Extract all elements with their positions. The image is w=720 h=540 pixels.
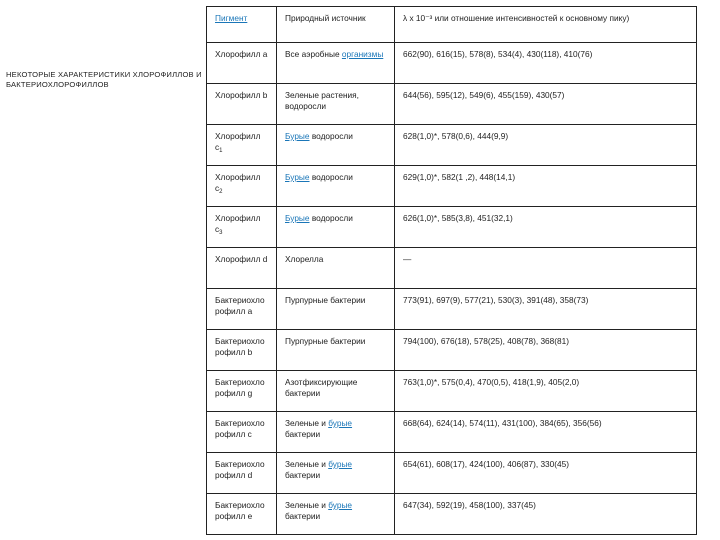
source-cell: Зеленые и бурые бактерии <box>277 412 395 453</box>
intensity-cell: 794(100), 676(18), 578(25), 408(78), 368(81) <box>395 330 697 371</box>
table-row <box>207 166 697 207</box>
pigment-subscript: 3 <box>219 229 223 236</box>
table-row <box>207 207 697 248</box>
source-link[interactable]: бурые <box>328 418 353 428</box>
intensity-cell: 629(1,0)*, 582(1 ,2), 448(14,1) <box>395 166 697 207</box>
source-link[interactable]: Бурые <box>285 213 310 223</box>
intensity-cell: 668(64), 624(14), 574(11), 431(100), 384(65), 356(56) <box>395 412 697 453</box>
pigment-link[interactable]: Пигмент <box>215 13 248 23</box>
pigment-subscript: 1 <box>219 147 223 154</box>
pigment-cell: Хлорофилл $c_3$ <box>207 207 277 248</box>
intensity-cell: 773(91), 697(9), 577(21), 530(3), 391(48), 358(73) <box>395 289 697 330</box>
table-row <box>207 43 697 84</box>
intensity-cell: 763(1,0)*, 575(0,4), 470(0,5), 418(1,9), 405(2,0) <box>395 371 697 412</box>
pigment-table <box>206 6 697 535</box>
pigment-cell: Бактериохло рофилл e <box>207 494 277 535</box>
source-cell: Бурые водоросли <box>277 207 395 248</box>
source-link[interactable]: организмы <box>341 49 384 59</box>
source-cell: Бурые водоросли <box>277 166 395 207</box>
header-source: Природный источник <box>277 7 395 43</box>
table-row <box>207 412 697 453</box>
source-cell: Все аэробные организмы <box>277 43 395 84</box>
intensity-cell: 626(1,0)*, 585(3,8), 451(32,1) <box>395 207 697 248</box>
source-cell: Зеленые и бурые бактерии <box>277 453 395 494</box>
intensity-cell: 654(61), 608(17), 424(100), 406(87), 330(45) <box>395 453 697 494</box>
pigment-cell: Хлорофилл $c_2$ <box>207 166 277 207</box>
pigment-cell: Бактериохло рофилл g <box>207 371 277 412</box>
table-row <box>207 125 697 166</box>
source-cell: Бурые водоросли <box>277 125 395 166</box>
pigment-subscript: 2 <box>219 188 223 195</box>
source-link[interactable]: Бурые <box>285 172 310 182</box>
pigment-cell: Бактериохло рофилл a <box>207 289 277 330</box>
pigment-cell: Бактериохло рофилл c <box>207 412 277 453</box>
table-row <box>207 289 697 330</box>
intensity-cell: 662(90), 616(15), 578(8), 534(4), 430(118), 410(76) <box>395 43 697 84</box>
pigment-cell: Хлорофилл b <box>207 84 277 125</box>
intensity-cell: 628(1,0)*, 578(0,6), 444(9,9) <box>395 125 697 166</box>
source-link[interactable]: бурые <box>328 500 353 510</box>
table-row <box>207 494 697 535</box>
pigment-cell: Хлорофилл d <box>207 248 277 289</box>
pigment-cell: Хлорофилл $c_1$ <box>207 125 277 166</box>
side-title: НЕКОТОРЫЕ ХАРАКТЕРИСТИКИ ХЛОРОФИЛЛОВ И БАКТЕРИОХЛОРОФИЛЛОВ <box>6 70 202 89</box>
table-row <box>207 330 697 371</box>
source-link[interactable]: бурые <box>328 459 353 469</box>
header-intensity: λ x 10⁻³ или отношение интенсивностей к основному пику) <box>395 7 697 43</box>
header-pigment[interactable] <box>207 7 277 43</box>
table-row <box>207 84 697 125</box>
source-cell: Пурпурные бактерии <box>277 289 395 330</box>
intensity-cell: 647(34), 592(19), 458(100), 337(45) <box>395 494 697 535</box>
source-cell: Зеленые растения, водоросли <box>277 84 395 125</box>
pigment-cell: Хлорофилл a <box>207 43 277 84</box>
intensity-cell: 644(56), 595(12), 549(6), 455(159), 430(57) <box>395 84 697 125</box>
intensity-cell: — <box>395 248 697 289</box>
table-row <box>207 371 697 412</box>
source-cell: Хлорелла <box>277 248 395 289</box>
table-row <box>207 248 697 289</box>
source-cell: Пурпурные бактерии <box>277 330 395 371</box>
pigment-cell: Бактериохло рофилл d <box>207 453 277 494</box>
table-header-row <box>207 7 697 43</box>
source-link[interactable]: Бурые <box>285 131 310 141</box>
source-cell: Азотфиксирующие бактерии <box>277 371 395 412</box>
pigment-cell: Бактериохло рофилл b <box>207 330 277 371</box>
source-cell: Зеленые и бурые бактерии <box>277 494 395 535</box>
table-row <box>207 453 697 494</box>
